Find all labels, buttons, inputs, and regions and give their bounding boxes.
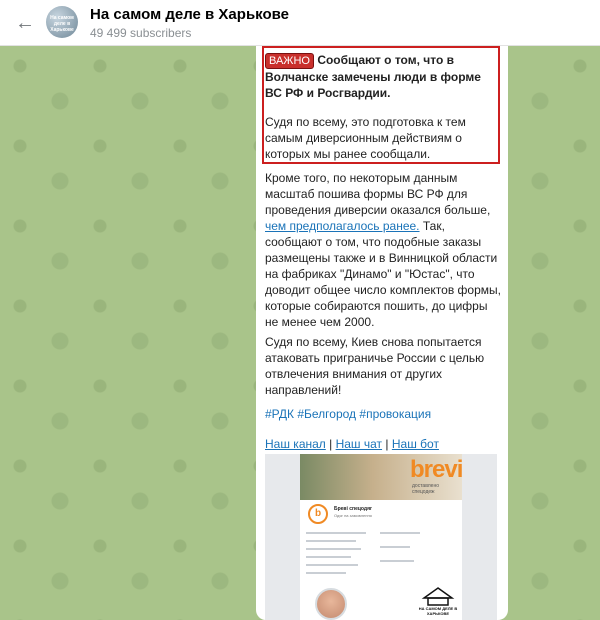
preview-line bbox=[306, 572, 346, 574]
channel-links bbox=[265, 436, 501, 452]
hashtag-rdk[interactable]: #РДК bbox=[265, 407, 294, 421]
hashtag-belgorod[interactable]: #Белгород bbox=[297, 407, 357, 421]
page-info: Одяг на замовлення bbox=[334, 513, 372, 518]
link-our-channel[interactable]: Наш канал bbox=[265, 437, 326, 451]
paragraph-3-end: Так, сообщают о том, что подобные заказы размещены также и в Винницкой области на фабриках "Динамо" и "Юстас", что доводит общее число комплектов формы, которые собираются пошить, до цифры не менее чем 2000. bbox=[265, 219, 501, 329]
subscriber-count: 49 499 subscribers bbox=[90, 26, 192, 40]
preview-line bbox=[306, 564, 358, 566]
preview-banner bbox=[300, 454, 462, 500]
message-paragraph-4: Судя по всему, Киев снова попытается атаковать приграничье России с целью отвлечения внимания от других направлений! bbox=[265, 335, 485, 397]
page-logo-icon: b bbox=[308, 504, 328, 524]
message-paragraph-2: Судя по всему, это подготовка к тем самым диверсионным действиям о которых мы ранее сообщали. bbox=[265, 115, 466, 161]
attached-image[interactable] bbox=[265, 454, 497, 620]
highlight-frame bbox=[262, 46, 500, 164]
preview-line bbox=[306, 556, 351, 558]
channel-stamp bbox=[418, 586, 458, 616]
link-our-bot[interactable]: Наш бот bbox=[391, 437, 439, 451]
important-badge: ВАЖНО bbox=[265, 53, 314, 69]
preview-line bbox=[380, 532, 420, 534]
stamp-text: НА САМОМ ДЕЛЕ В ХАРЬКОВЕ bbox=[418, 606, 458, 616]
paragraph-3-start: Кроме того, по некоторым данным масштаб пошива формы ВС РФ для проведения диверсии оказался больше, bbox=[265, 171, 491, 217]
chat-header bbox=[0, 0, 600, 46]
preview-line bbox=[306, 548, 361, 550]
person-photo bbox=[315, 588, 347, 620]
link-our-chat[interactable]: Наш чат bbox=[335, 437, 383, 451]
preview-line bbox=[380, 546, 410, 548]
preview-line bbox=[306, 540, 356, 542]
brevi-logo: brevi bbox=[410, 456, 463, 483]
lead-text: Сообщают о том, что в Волчанске замечены люди в форме ВС РФ и Росгвардии. bbox=[265, 53, 481, 100]
hashtag-provokatsiya[interactable]: #провокация bbox=[359, 407, 432, 421]
link-separator: | bbox=[325, 437, 336, 451]
avatar-label: На самом деле в Харькове bbox=[50, 15, 74, 33]
back-arrow-icon[interactable]: ← bbox=[15, 12, 35, 34]
brevi-logo-subtitle: доставлено спецодеж bbox=[412, 483, 439, 495]
link-separator: | bbox=[382, 437, 392, 451]
channel-avatar[interactable] bbox=[46, 6, 78, 38]
house-icon bbox=[418, 586, 458, 606]
preview-line bbox=[380, 560, 414, 562]
page-name: Бреві спецодяг bbox=[334, 506, 373, 512]
channel-title[interactable]: На самом деле в Харькове bbox=[90, 6, 289, 23]
message-paragraph-3 bbox=[265, 170, 501, 330]
hashtag-line bbox=[265, 406, 501, 422]
earlier-link[interactable]: чем предполагалось ранее. bbox=[265, 219, 420, 233]
preview-line bbox=[306, 532, 366, 534]
